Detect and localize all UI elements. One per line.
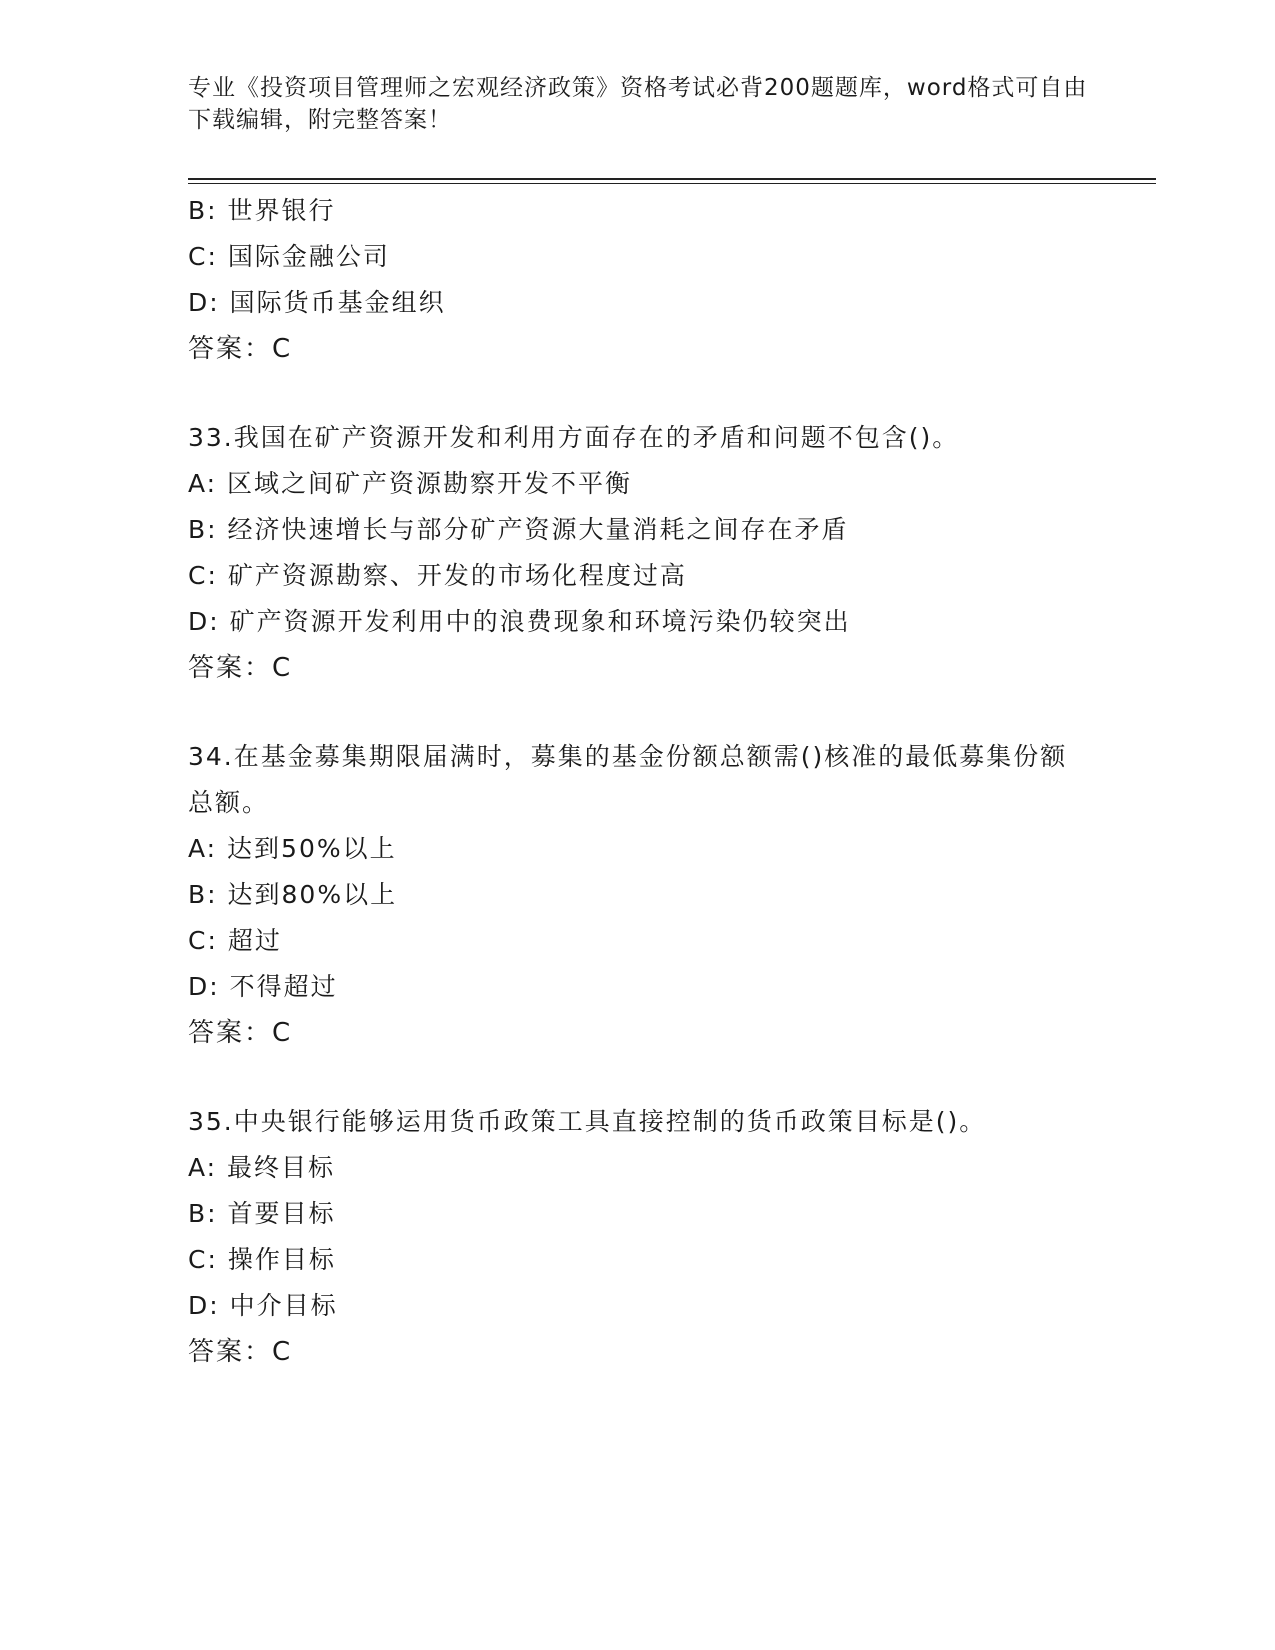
option-b: B: 世界银行 (188, 196, 336, 225)
question-block (188, 415, 1148, 691)
header-rule-thick (188, 178, 1156, 180)
question-list (188, 188, 1148, 1375)
answer-line: 答案：C (188, 334, 293, 364)
option-d: D: 中介目标 (188, 1291, 338, 1320)
option-a: A: 最终目标 (188, 1153, 336, 1182)
option-a: A: 达到50%以上 (188, 834, 397, 863)
question-stem: 35.中央银行能够运用货币政策工具直接控制的货币政策目标是()。 (188, 1107, 987, 1136)
answer-line: 答案：C (188, 653, 293, 683)
header-rule-thin (188, 183, 1156, 184)
answer-line: 答案：C (188, 1018, 293, 1048)
option-b: B: 达到80%以上 (188, 880, 398, 909)
question-stem: 33.我国在矿产资源开发和利用方面存在的矛盾和问题不包含()。 (188, 423, 960, 452)
question-block (188, 188, 1148, 372)
answer-line: 答案：C (188, 1337, 293, 1367)
option-d: D: 不得超过 (188, 972, 338, 1001)
question-stem: 34.在基金募集期限届满时，募集的基金份额总额需()核准的最低募集份额总额。 (188, 742, 1068, 817)
option-c: C: 操作目标 (188, 1245, 336, 1274)
option-c: C: 超过 (188, 926, 282, 955)
option-d: D: 矿产资源开发利用中的浪费现象和环境污染仍较突出 (188, 607, 851, 636)
option-c: C: 矿产资源勘察、开发的市场化程度过高 (188, 561, 687, 590)
option-b: B: 经济快速增长与部分矿产资源大量消耗之间存在矛盾 (188, 515, 849, 544)
document-header: 专业《投资项目管理师之宏观经济政策》资格考试必背200题题库，word格式可自由下载编辑，附完整答案！ (188, 75, 1088, 133)
option-b: B: 首要目标 (188, 1199, 336, 1228)
question-block (188, 1099, 1148, 1375)
option-a: A: 区域之间矿产资源勘察开发不平衡 (188, 469, 633, 498)
option-d: D: 国际货币基金组织 (188, 288, 446, 317)
option-c: C: 国际金融公司 (188, 242, 390, 271)
question-block (188, 734, 1148, 1056)
